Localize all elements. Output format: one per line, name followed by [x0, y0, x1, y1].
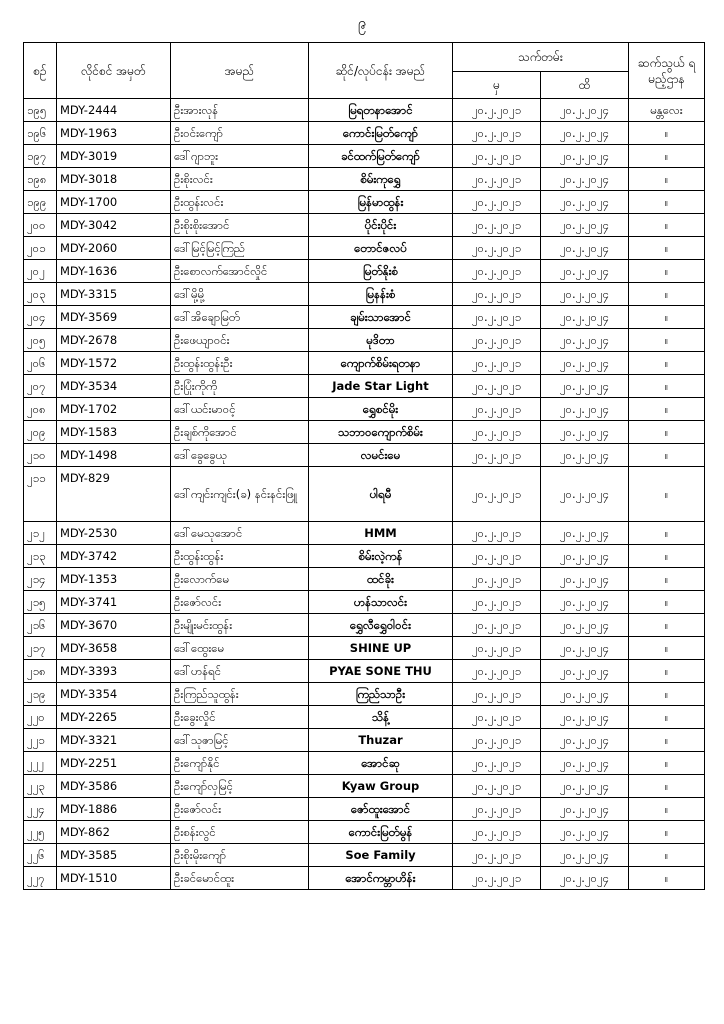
- shop-name: ထင်ခိုး: [309, 568, 453, 591]
- row-number: ၂၁၇: [24, 637, 57, 660]
- table-row: [24, 306, 705, 329]
- valid-to: ၂၀.၂.၂၀၂၄: [541, 352, 629, 375]
- valid-from: ၂၀.၂.၂၀၂၁: [453, 637, 541, 660]
- valid-to: ၂၀.၂.၂၀၂၄: [541, 421, 629, 444]
- valid-to: ၂၀.၂.၂၀၂၄: [541, 398, 629, 421]
- valid-from: ၂၀.၂.၂၀၂၁: [453, 522, 541, 545]
- owner-name: ဦးဝင်းကျော်: [171, 122, 309, 145]
- license-number: MDY-2678: [57, 329, 171, 352]
- valid-from: ၂၀.၂.၂၀၂၁: [453, 214, 541, 237]
- contact-department: ။: [629, 729, 705, 752]
- owner-name: ဦးချစ်ကိုအောင်: [171, 421, 309, 444]
- valid-from: ၂၀.၂.၂၀၂၁: [453, 260, 541, 283]
- table-row: [24, 145, 705, 168]
- license-number: MDY-1636: [57, 260, 171, 283]
- valid-from: ၂၀.၂.၂၀၂၁: [453, 775, 541, 798]
- contact-department: ။: [629, 214, 705, 237]
- valid-to: ၂၀.၂.၂၀၂၄: [541, 775, 629, 798]
- valid-from: ၂၀.၂.၂၀၂၁: [453, 168, 541, 191]
- table-row: [24, 798, 705, 821]
- table-row: [24, 614, 705, 637]
- owner-name: ဦးမျိုးမင်းထွန်း: [171, 614, 309, 637]
- valid-from: ၂၀.၂.၂၀၂၁: [453, 545, 541, 568]
- row-number: ၂၂၀: [24, 706, 57, 729]
- row-number: ၁၉၈: [24, 168, 57, 191]
- valid-to: ၂၀.၂.၂၀၂၄: [541, 683, 629, 706]
- shop-name: ရွှေစင်မိုး: [309, 398, 453, 421]
- valid-from: ၂၀.၂.၂၀၂၁: [453, 99, 541, 122]
- valid-from: ၂၀.၂.၂၀၂၁: [453, 237, 541, 260]
- contact-department: ။: [629, 637, 705, 660]
- contact-department: ။: [629, 545, 705, 568]
- contact-department: ။: [629, 844, 705, 867]
- shop-name: ခင်ထက်မြတ်ကျော်: [309, 145, 453, 168]
- contact-department: ။: [629, 283, 705, 306]
- shop-name: ကျောက်စိမ်းရတနာ: [309, 352, 453, 375]
- license-number: MDY-2530: [57, 522, 171, 545]
- valid-to: ၂၀.၂.၂၀၂၄: [541, 867, 629, 890]
- shop-name: သဘာဝကျောက်စိမ်း: [309, 421, 453, 444]
- table-row: [24, 398, 705, 421]
- row-number: ၂၂၂: [24, 752, 57, 775]
- shop-name: သိန့်: [309, 706, 453, 729]
- valid-to: ၂၀.၂.၂၀၂၄: [541, 444, 629, 467]
- license-number: MDY-3042: [57, 214, 171, 237]
- shop-name: SHINE UP: [309, 637, 453, 660]
- owner-name: ဦးပြုံးကိုကို: [171, 375, 309, 398]
- owner-name: ဦးစိုးမိုးကျော်: [171, 844, 309, 867]
- contact-department: ။: [629, 568, 705, 591]
- license-number: MDY-1886: [57, 798, 171, 821]
- owner-name: ဦးဇော်လင်း: [171, 591, 309, 614]
- row-number: ၂၀၃: [24, 283, 57, 306]
- table-row: [24, 375, 705, 398]
- valid-to: ၂၀.၂.၂၀၂၄: [541, 545, 629, 568]
- shop-name: အောင်ဆု: [309, 752, 453, 775]
- contact-department: ။: [629, 683, 705, 706]
- shop-name: စိမ်းကုရွှေ: [309, 168, 453, 191]
- owner-name: ဦးစန်းလွင်: [171, 821, 309, 844]
- row-number: ၂၁၂: [24, 522, 57, 545]
- owner-name: ဒေါ်ခွေခွေယု: [171, 444, 309, 467]
- valid-to: ၂၀.၂.၂၀၂၄: [541, 168, 629, 191]
- contact-department: ။: [629, 375, 705, 398]
- row-number: ၂၀၈: [24, 398, 57, 421]
- license-number: MDY-3741: [57, 591, 171, 614]
- row-number: ၂၀၂: [24, 260, 57, 283]
- valid-to: ၂၀.၂.၂၀၂၄: [541, 467, 629, 522]
- valid-to: ၂၀.၂.၂၀၂၄: [541, 821, 629, 844]
- shop-name: ကောင်းမြတ်မွန်: [309, 821, 453, 844]
- valid-to: ၂၀.၂.၂၀၂၄: [541, 660, 629, 683]
- license-number: MDY-3534: [57, 375, 171, 398]
- owner-name: ဦးအားလုန်: [171, 99, 309, 122]
- contact-department: ။: [629, 614, 705, 637]
- shop-name: ရွှေလီရွှေဝါဝင်း: [309, 614, 453, 637]
- row-number: ၂၂၇: [24, 867, 57, 890]
- owner-name: ဦးကျော်နိုင်: [171, 752, 309, 775]
- row-number: ၂၁၅: [24, 591, 57, 614]
- valid-from: ၂၀.၂.၂၀၂၁: [453, 752, 541, 775]
- contact-department: ။: [629, 145, 705, 168]
- table-row: [24, 283, 705, 306]
- table-row: [24, 168, 705, 191]
- row-number: ၂၁၆: [24, 614, 57, 637]
- contact-department: ။: [629, 867, 705, 890]
- valid-from: ၂၀.၂.၂၀၂၁: [453, 145, 541, 168]
- row-number: ၁၉၅: [24, 99, 57, 122]
- license-number: MDY-3658: [57, 637, 171, 660]
- contact-department: ။: [629, 191, 705, 214]
- contact-department: ။: [629, 706, 705, 729]
- contact-department: ။: [629, 168, 705, 191]
- row-number: ၂၂၅: [24, 821, 57, 844]
- license-number: MDY-3019: [57, 145, 171, 168]
- row-number: ၂၀၅: [24, 329, 57, 352]
- valid-to: ၂၀.၂.၂၀၂၄: [541, 99, 629, 122]
- table-row: [24, 467, 705, 522]
- header-to: ထိ: [541, 72, 629, 99]
- table-row: [24, 729, 705, 752]
- contact-department: ။: [629, 237, 705, 260]
- shop-name: ပိုင်းပိုင်း: [309, 214, 453, 237]
- shop-name: ချမ်းသာအောင်: [309, 306, 453, 329]
- header-contact: ဆက်သွယ် ရမည့်ဌာန: [629, 43, 705, 99]
- license-number: MDY-3569: [57, 306, 171, 329]
- valid-from: ၂၀.၂.၂၀၂၁: [453, 191, 541, 214]
- license-number: MDY-2265: [57, 706, 171, 729]
- row-number: ၁၉၉: [24, 191, 57, 214]
- row-number: ၂၁၁: [24, 467, 57, 522]
- page-number: ၉: [357, 14, 367, 32]
- owner-name: ဦးထွန်းထွန်း: [171, 545, 309, 568]
- contact-department: ။: [629, 122, 705, 145]
- owner-name: ဒေါ်ကျင်းကျင်း(ခ) နင်းနင်းဖြူ: [171, 467, 309, 522]
- table-row: [24, 867, 705, 890]
- contact-department: ။: [629, 260, 705, 283]
- row-number: ၂၀၆: [24, 352, 57, 375]
- row-number: ၂၀၄: [24, 306, 57, 329]
- shop-name: မုဒိတာ: [309, 329, 453, 352]
- valid-to: ၂၀.၂.၂၀၂၄: [541, 522, 629, 545]
- shop-name: Jade Star Light: [309, 375, 453, 398]
- owner-name: ဦးထွန်းထွန်းဦး: [171, 352, 309, 375]
- valid-to: ၂၀.၂.၂၀၂၄: [541, 329, 629, 352]
- row-number: ၂၁၉: [24, 683, 57, 706]
- license-number: MDY-1700: [57, 191, 171, 214]
- shop-name: လမင်းမေ: [309, 444, 453, 467]
- owner-name: ဒေါ်ထွေးမေ: [171, 637, 309, 660]
- contact-department: ။: [629, 798, 705, 821]
- table-body: [24, 99, 705, 890]
- license-number: MDY-2444: [57, 99, 171, 122]
- valid-from: ၂၀.၂.၂၀၂၁: [453, 798, 541, 821]
- valid-to: ၂၀.၂.၂၀၂၄: [541, 191, 629, 214]
- owner-name: ဒေါ်မို့မို့: [171, 283, 309, 306]
- table-row: [24, 237, 705, 260]
- valid-from: ၂၀.၂.၂၀၂၁: [453, 683, 541, 706]
- table-row: [24, 568, 705, 591]
- owner-name: ဦးစိုးလင်း: [171, 168, 309, 191]
- valid-from: ၂၀.၂.၂၀၂၁: [453, 352, 541, 375]
- valid-to: ၂၀.၂.၂၀၂၄: [541, 375, 629, 398]
- valid-to: ၂၀.၂.၂၀၂၄: [541, 614, 629, 637]
- owner-name: ဦးခင်မောင်ထူး: [171, 867, 309, 890]
- table-row: [24, 660, 705, 683]
- owner-name: ဦးဇော်လင်း: [171, 798, 309, 821]
- header-name: အမည်: [171, 43, 309, 99]
- license-number: MDY-2251: [57, 752, 171, 775]
- license-number: MDY-3586: [57, 775, 171, 798]
- license-number: MDY-3393: [57, 660, 171, 683]
- valid-to: ၂၀.၂.၂၀၂၄: [541, 145, 629, 168]
- row-number: ၂၀၉: [24, 421, 57, 444]
- shop-name: PYAE SONE THU: [309, 660, 453, 683]
- owner-name: ဦးဖေယျာဝင်း: [171, 329, 309, 352]
- license-number: MDY-1583: [57, 421, 171, 444]
- valid-to: ၂၀.၂.၂၀၂၄: [541, 306, 629, 329]
- row-number: ၁၉၇: [24, 145, 57, 168]
- license-number: MDY-1572: [57, 352, 171, 375]
- table-row: [24, 844, 705, 867]
- license-number: MDY-829: [57, 467, 171, 522]
- valid-from: ၂၀.၂.၂၀၂၁: [453, 867, 541, 890]
- valid-from: ၂၀.၂.၂၀၂၁: [453, 375, 541, 398]
- contact-department: ။: [629, 591, 705, 614]
- shop-name: တောင်ဇလပ်: [309, 237, 453, 260]
- contact-department: ။: [629, 444, 705, 467]
- shop-name: ကောင်းမြတ်ကျော်: [309, 122, 453, 145]
- owner-name: ဒေါ်မြင့်မြင့်ကြည်: [171, 237, 309, 260]
- license-number: MDY-1510: [57, 867, 171, 890]
- table-row: [24, 260, 705, 283]
- contact-department: ။: [629, 329, 705, 352]
- table-row: [24, 545, 705, 568]
- contact-department: ။: [629, 421, 705, 444]
- header-from: မှ: [453, 72, 541, 99]
- shop-name: ကြည်သာဦး: [309, 683, 453, 706]
- license-number: MDY-862: [57, 821, 171, 844]
- owner-name: ဦးစိုးစိုးအောင်: [171, 214, 309, 237]
- shop-name: မြန်မာထွန်း: [309, 191, 453, 214]
- header-license: လိုင်စင် အမှတ်: [57, 43, 171, 99]
- row-number: ၂၂၁: [24, 729, 57, 752]
- table-row: [24, 191, 705, 214]
- owner-name: ဒေါ်ဟန်ရင်: [171, 660, 309, 683]
- valid-from: ၂၀.၂.၂၀၂၁: [453, 467, 541, 522]
- header-no: စဉ်: [24, 43, 57, 99]
- contact-department: ။: [629, 522, 705, 545]
- contact-department: ။: [629, 821, 705, 844]
- row-number: ၁၉၆: [24, 122, 57, 145]
- owner-name: ဦးခွေးလှိုင်: [171, 706, 309, 729]
- table-row: [24, 706, 705, 729]
- row-number: ၂၀၁: [24, 237, 57, 260]
- valid-from: ၂၀.၂.၂၀၂၁: [453, 706, 541, 729]
- valid-from: ၂၀.၂.၂၀၂၁: [453, 591, 541, 614]
- contact-department: ။: [629, 306, 705, 329]
- valid-to: ၂၀.၂.၂၀၂၄: [541, 798, 629, 821]
- shop-name: အောင်ကမ္ဘာဟိန်း: [309, 867, 453, 890]
- valid-from: ၂၀.၂.၂၀၂၁: [453, 660, 541, 683]
- valid-to: ၂၀.၂.၂၀၂၄: [541, 729, 629, 752]
- license-number: MDY-3670: [57, 614, 171, 637]
- valid-from: ၂၀.၂.၂၀၂၁: [453, 844, 541, 867]
- header-shop: ဆိုင်/လုပ်ငန်း အမည်: [309, 43, 453, 99]
- shop-name: မြရတနာအောင်: [309, 99, 453, 122]
- row-number: ၂၀၀: [24, 214, 57, 237]
- valid-from: ၂၀.၂.၂၀၂၁: [453, 329, 541, 352]
- table-row: [24, 421, 705, 444]
- owner-name: ဒေါ်ယင်းမာဝင့်: [171, 398, 309, 421]
- row-number: ၂၁၀: [24, 444, 57, 467]
- owner-name: ဦးလောက်မေ: [171, 568, 309, 591]
- row-number: ၂၀၇: [24, 375, 57, 398]
- owner-name: ဒေါ်မေသုအောင်: [171, 522, 309, 545]
- table-row: [24, 775, 705, 798]
- shop-name: ပါရမီ: [309, 467, 453, 522]
- valid-to: ၂၀.၂.၂၀၂၄: [541, 237, 629, 260]
- valid-from: ၂၀.၂.၂၀၂၁: [453, 444, 541, 467]
- owner-name: ဒေါ်အိချောမြတ်: [171, 306, 309, 329]
- license-number: MDY-3354: [57, 683, 171, 706]
- table-row: [24, 214, 705, 237]
- shop-name: ဟန်သာလင်း: [309, 591, 453, 614]
- contact-department: ။: [629, 352, 705, 375]
- license-number: MDY-3321: [57, 729, 171, 752]
- table-row: [24, 637, 705, 660]
- shop-name: စိမ်းလဲ့ကန်: [309, 545, 453, 568]
- shop-name: HMM: [309, 522, 453, 545]
- valid-to: ၂၀.၂.၂၀၂၄: [541, 122, 629, 145]
- license-number: MDY-1353: [57, 568, 171, 591]
- valid-to: ၂၀.၂.၂၀၂၄: [541, 568, 629, 591]
- row-number: ၂၁၈: [24, 660, 57, 683]
- contact-department: ။: [629, 467, 705, 522]
- row-number: ၂၂၄: [24, 798, 57, 821]
- valid-from: ၂၀.၂.၂၀၂၁: [453, 122, 541, 145]
- license-number: MDY-1963: [57, 122, 171, 145]
- valid-from: ၂၀.၂.၂၀၂၁: [453, 729, 541, 752]
- shop-name: Kyaw Group: [309, 775, 453, 798]
- row-number: ၂၂၃: [24, 775, 57, 798]
- license-number: MDY-3018: [57, 168, 171, 191]
- owner-name: ဒေါ်ဂျာဘူး: [171, 145, 309, 168]
- valid-to: ၂၀.၂.၂၀၂၄: [541, 283, 629, 306]
- valid-from: ၂၀.၂.၂၀၂၁: [453, 614, 541, 637]
- table-row: [24, 821, 705, 844]
- row-number: ၂၂၆: [24, 844, 57, 867]
- valid-from: ၂၀.၂.၂၀၂၁: [453, 283, 541, 306]
- table-row: [24, 99, 705, 122]
- valid-from: ၂၀.၂.၂၀၂၁: [453, 421, 541, 444]
- valid-from: ၂၀.၂.၂၀၂၁: [453, 306, 541, 329]
- contact-department: ။: [629, 660, 705, 683]
- contact-department: မန္တလေး: [629, 99, 705, 122]
- shop-name: ဇော်ထူးအောင်: [309, 798, 453, 821]
- contact-department: ။: [629, 398, 705, 421]
- valid-to: ၂၀.၂.၂၀၂၄: [541, 637, 629, 660]
- header-row: [24, 43, 705, 72]
- valid-to: ၂၀.၂.၂၀၂၄: [541, 214, 629, 237]
- table-row: [24, 522, 705, 545]
- owner-name: ဒေါ်သုဇာမြင့်: [171, 729, 309, 752]
- valid-to: ၂၀.၂.၂၀၂၄: [541, 752, 629, 775]
- license-number: MDY-3315: [57, 283, 171, 306]
- valid-to: ၂၀.၂.၂၀၂၄: [541, 844, 629, 867]
- license-number: MDY-2060: [57, 237, 171, 260]
- header-validity: သက်တမ်း: [453, 43, 629, 72]
- table-row: [24, 683, 705, 706]
- row-number: ၂၁၄: [24, 568, 57, 591]
- owner-name: ဦးကျော်လှမြင့်: [171, 775, 309, 798]
- license-number: MDY-3742: [57, 545, 171, 568]
- table-row: [24, 329, 705, 352]
- shop-name: မြတ်နိုးစံ: [309, 260, 453, 283]
- table-row: [24, 444, 705, 467]
- valid-from: ၂၀.၂.၂၀၂၁: [453, 568, 541, 591]
- license-number: MDY-1702: [57, 398, 171, 421]
- shop-name: Thuzar: [309, 729, 453, 752]
- valid-to: ၂၀.၂.၂၀၂၄: [541, 260, 629, 283]
- license-number: MDY-1498: [57, 444, 171, 467]
- valid-from: ၂၀.၂.၂၀၂၁: [453, 821, 541, 844]
- shop-name: Soe Family: [309, 844, 453, 867]
- table-row: [24, 591, 705, 614]
- owner-name: ဦးကြည်သူထွန်း: [171, 683, 309, 706]
- owner-name: ဦးထွန်းလင်း: [171, 191, 309, 214]
- license-number: MDY-3585: [57, 844, 171, 867]
- table-row: [24, 122, 705, 145]
- owner-name: ဦးစောလက်အောင်လှိုင်: [171, 260, 309, 283]
- table-row: [24, 752, 705, 775]
- valid-from: ၂၀.၂.၂၀၂၁: [453, 398, 541, 421]
- valid-to: ၂၀.၂.၂၀၂၄: [541, 591, 629, 614]
- valid-to: ၂၀.၂.၂၀၂၄: [541, 706, 629, 729]
- table-row: [24, 352, 705, 375]
- license-register-table: [23, 42, 705, 890]
- shop-name: မြနန်းစံ: [309, 283, 453, 306]
- contact-department: ။: [629, 752, 705, 775]
- contact-department: ။: [629, 775, 705, 798]
- row-number: ၂၁၃: [24, 545, 57, 568]
